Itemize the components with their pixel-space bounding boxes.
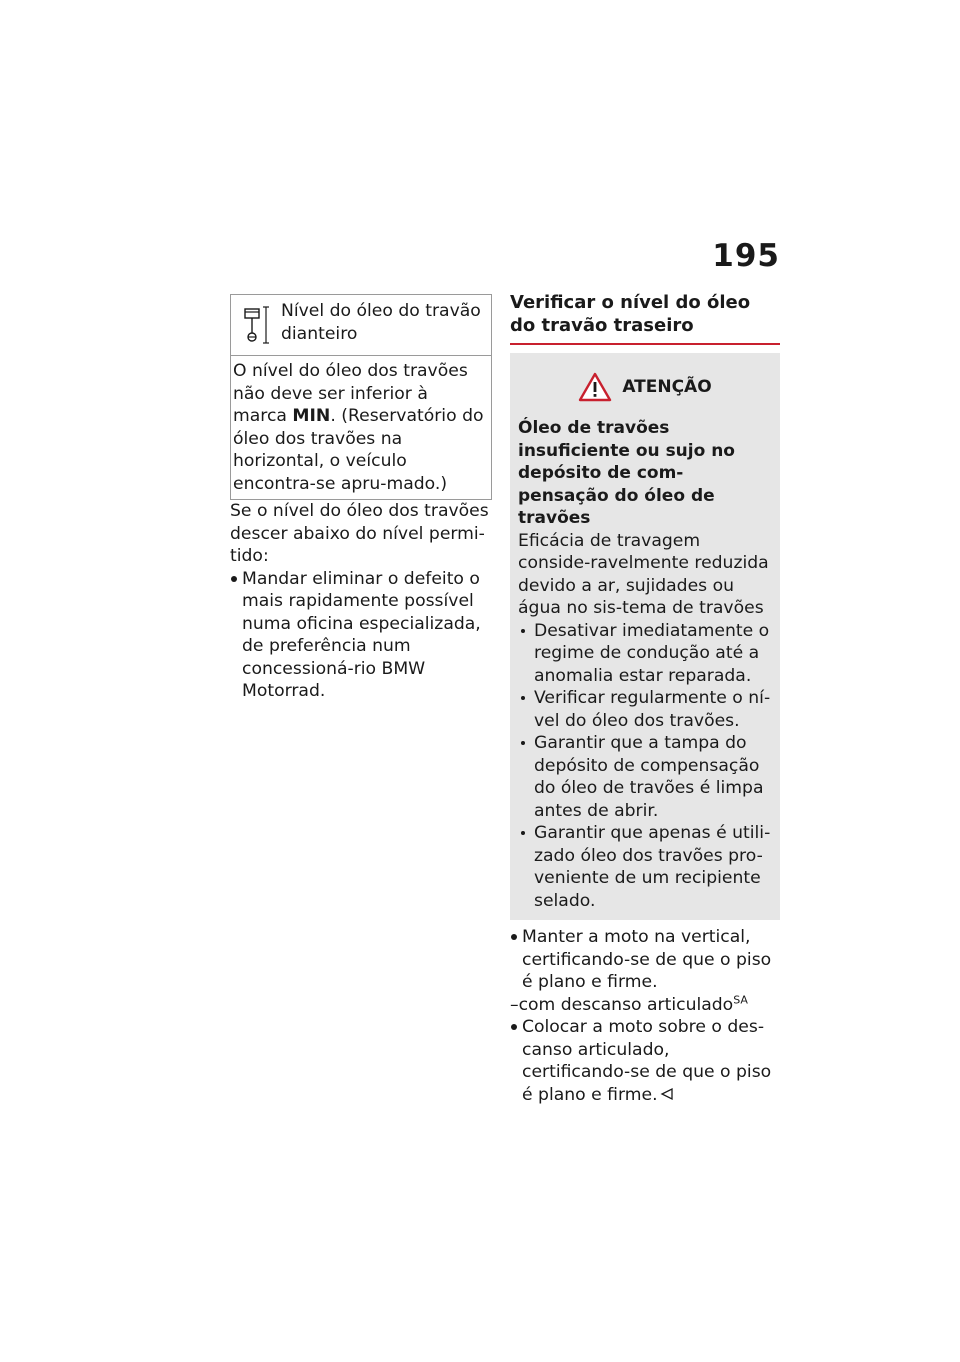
condition-marker: SA — [733, 992, 748, 1006]
section-end-icon — [660, 1087, 674, 1101]
list-item: Verificar regularmente o ní-vel do óleo dos travões. — [518, 687, 772, 732]
info-box-text-end: . (Reservatório do óleo dos travões na horizontal, o veículo encontra-se apru-mado.) — [233, 406, 484, 494]
brake-fluid-reservoir-icon — [239, 303, 273, 349]
warning-box — [510, 353, 780, 920]
info-box-header — [231, 295, 491, 356]
info-box-title: Nível do óleo do travão dianteiro — [281, 301, 481, 344]
warning-label: ATENÇÃO — [622, 376, 712, 397]
warning-triangle-icon — [578, 372, 612, 402]
right-column — [510, 291, 780, 1106]
list-item: Manter a moto na vertical, certificando-se de que o piso é plano e firme. — [510, 926, 780, 994]
list-item-text: Colocar a moto sobre o des-canso articulado, certificando-se de que o piso é plano e firme. — [522, 1017, 772, 1105]
left-column — [230, 294, 492, 703]
warning-header — [518, 363, 772, 411]
condition-line: –com descanso articulado$^{SA}$ — [510, 992, 748, 1015]
info-box — [230, 294, 492, 500]
warning-subtitle: Óleo de travões insuficiente ou sujo no depósito de com-pensação do óleo de travões — [518, 418, 735, 528]
list-item: Garantir que a tampa do depósito de compensação do óleo de travões é limpa antes de abrir. — [518, 732, 772, 822]
info-box-text-start: O nível do óleo dos travões não deve ser inferior à marca — [233, 361, 468, 426]
info-box-body — [231, 356, 491, 499]
section-title: Verificar o nível do óleo do travão traseiro — [510, 291, 780, 345]
list-item: Garantir que apenas é utili-zado óleo dos travões pro-veniente de um recipiente selado. — [518, 822, 772, 912]
page-number: 195 — [712, 238, 780, 274]
procedure-steps — [510, 926, 780, 1106]
min-mark-label: MIN — [292, 406, 331, 426]
list-item: Mandar eliminar o defeito o mais rapidamente possível numa oficina especializada, de preferência num concessioná-rio BMW Motorrad. — [230, 568, 492, 703]
list-item: Desativar imediatamente o regime de condução até a anomalia estar reparada. — [518, 620, 772, 688]
warning-text: Eficácia de travagem conside-ravelmente reduzida devido a ar, sujidades ou água no sis-tema de travões — [518, 530, 769, 618]
list-item — [510, 1016, 780, 1106]
condition-text: com descanso articulado — [518, 994, 734, 1015]
level-paragraph: Se o nível do óleo dos travões descer abaixo do nível permi-tido: — [230, 501, 489, 566]
